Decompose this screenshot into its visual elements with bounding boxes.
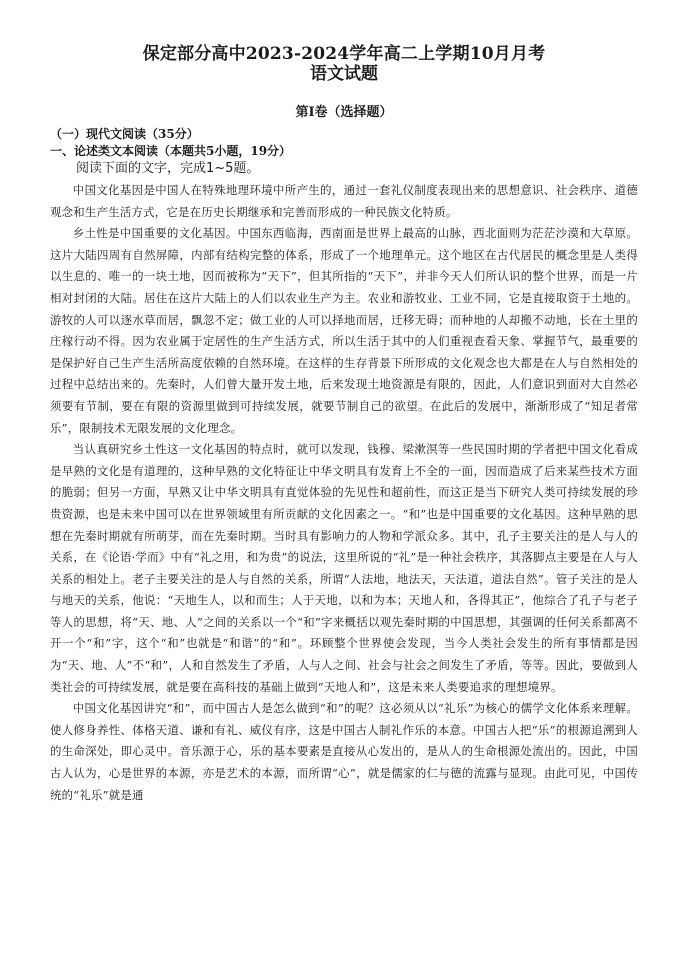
volume-heading: 第Ⅰ卷（选择题） [295, 105, 393, 120]
exam-title: 保定部分高中2023-2024学年高二上学期10月月考 [142, 44, 546, 64]
passage-paragraph: 中国文化基因讲究“和”，而中国古人是怎么做到“和”的呢？这必须从以“礼乐”为核心的儒学文化体系来理解。使人修身养性、体格天道、谦和有礼、威仪有序，这是中国古人制礼作乐的本意。中国古人把“乐”的根源追溯到人的生命深处，即心灵中。音乐源于心，乐的基本要素是直接从心发出的，是从人的生命根源处流出的。因此，中国古人认为，心是世界的本源，亦是艺术的本源，而所谓“心”，就是儒家的仁与德的流露与显现。由此可见，中国传统的“礼乐”就是通 [50, 701, 638, 802]
reading-instruction: 阅读下面的文字，完成1~5题。 [76, 161, 260, 176]
passage-paragraph: 中国文化基因是中国人在特殊地理环境中所产生的，通过一套礼仪制度表现出来的思想意识、社会秩序、道德观念和生产生活方式，它是在历史长期继承和完善而形成的一种民族文化特质。 [50, 183, 638, 219]
section-heading-modern-reading: （一）现代文阅读（35分） [50, 127, 199, 141]
exam-subtitle: 语文试题 [310, 64, 378, 84]
passage-paragraph: 乡土性是中国重要的文化基因。中国东西临海，西南面是世界上最高的山脉，西北面则为茫茫沙漠和大草原。这片大陆四周有自然屏障，内部有结构完整的体系，形成了一个地理单元。这个地区在古代居民的概念里是人类得以生息的、唯一的一块土地，因而被称为“天下”，但其所指的“天下”，并非今天人们所认识的整个世界，而是一片相对封闭的大陆。居住在这片大陆上的人们以农业生产为主。农业和游牧业、工业不同，它是直接取资于土地的。游牧的人可以逐水草而居，飘忽不定；做工业的人可以择地而居，迁移无碍；而种地的人却搬不动地，长在土里的庄稼行动不得。因为农业属于定居性的生产生活方式，所以生活于其中的人们重视查看天象、掌握节气，最重要的是保护好自己生产生活所高度依赖的自然环境。在这样的生存背景下所形成的文化观念也大都是在人与自然相处的过程中总结出来的。先秦时，人们曾大量开发土地，后来发现土地资源是有限的，因此，人们意识到面对大自然必须要有节制，要在有限的资源里做到可持续发展，就要节制自己的欲望。在此后的发展中，渐渐形成了“知足者常乐”，限制技术无限发展的文化理念。 [50, 226, 638, 435]
section-heading-argumentative: 一、论述类文本阅读（本题共5小题，19分） [50, 144, 292, 158]
passage-paragraph: 当认真研究乡土性这一文化基因的特点时，就可以发现，钱穆、梁漱溟等一些民国时期的学者把中国文化看成是早熟的文化是有道理的，这种早熟的文化特征让中华文明具有发育上不全的一面，因而造成了后来某些技术方面的脆弱；但另一方面，早熟又让中华文明具有直觉体验的先见性和超前性，而这正是当下研究人类可持续发展的珍贵资源，也是未来中国可以在世界领域里有所贡献的文化因素之一。“和”也是中国重要的文化基因。这种早熟的思想在先秦时期就有所萌芽，而在先秦时期。当时具有影响力的人物和学派众多。其中，孔子主要关注的是人与人的关系，在《论语·学而》中有“礼之用，和为贵”的说法，这里所说的“礼”是一种社会秩序，其落脚点主要是在人与人关系的相处上。老子主要关注的是人与自然的关系，所谓“人法地，地法天，天法道，道法自然”。管子关注的是人与地天的关系，他说：“天地生人，以和而生；人于天地，以和为本；天地人和，各得其正”，他综合了孔子与老子等人的思想，将“天、地、人”之间的关系以一个“和”字来概括以观先秦时期的中国思想，其强调的任何关系都离不开一个“和”字，这个“和”也就是“和谐”的“和”。环顾整个世界使会发现，当今人类社会发生的所有事情都是因为“天、地、人”不“和”，人和自然发生了矛盾，人与人之间、社会与社会之间发生了矛盾，等等。因此，要做到人类社会的可持续发展，就是要在高科技的基础上做到“天地人和”，这是未来人类要追求的理想境界。 [50, 442, 638, 694]
